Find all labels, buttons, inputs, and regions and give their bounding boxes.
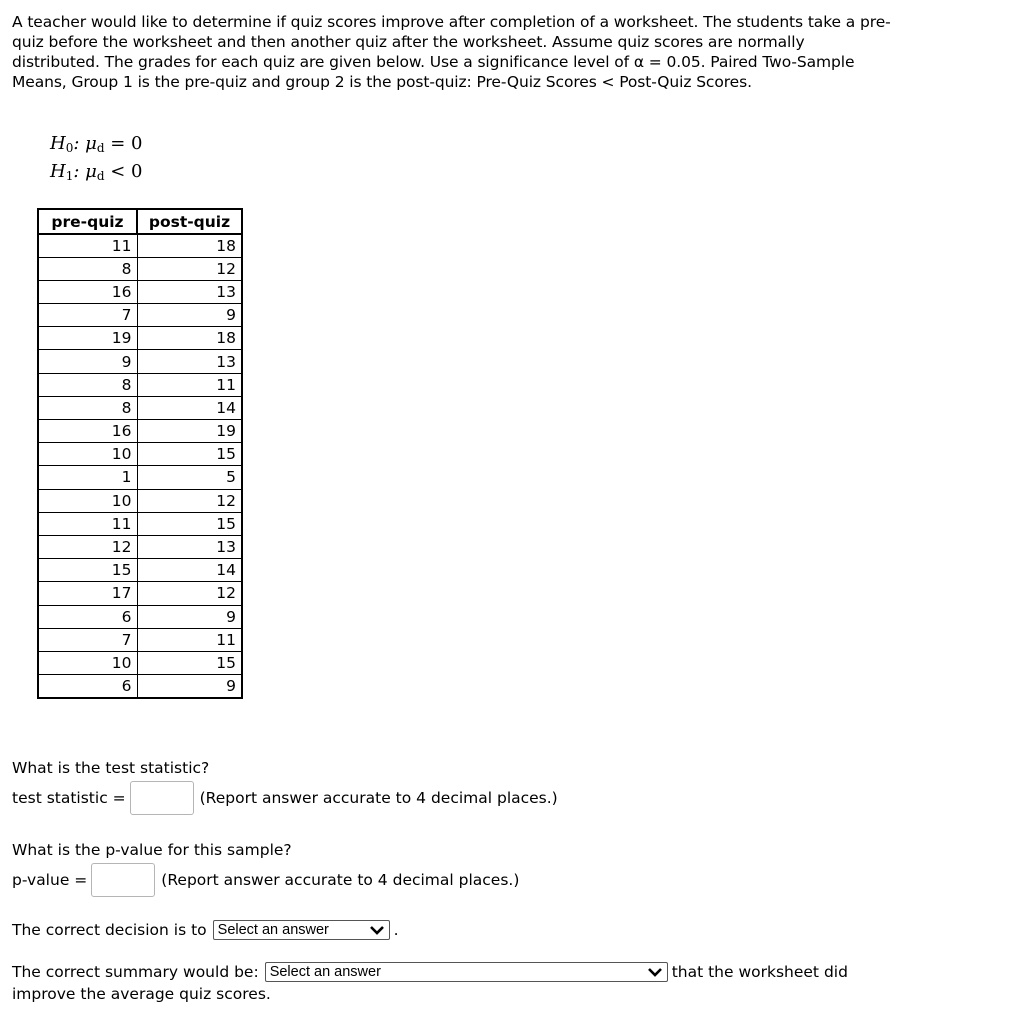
table-row	[38, 651, 242, 674]
summary-continuation: improve the average quiz scores.	[12, 985, 271, 1003]
table-row	[38, 257, 242, 280]
table-row	[38, 350, 242, 373]
post-quiz-cell: 19	[137, 420, 242, 443]
summary-trailing-text: that the worksheet did	[671, 963, 848, 981]
post-quiz-cell: 5	[137, 466, 242, 489]
table-row	[38, 559, 242, 582]
post-quiz-cell: 14	[137, 396, 242, 419]
p-value-input[interactable]	[91, 863, 155, 897]
table-row	[38, 628, 242, 651]
post-quiz-cell: 15	[137, 651, 242, 674]
summary-row	[12, 962, 848, 982]
table-row	[38, 373, 242, 396]
summary-select[interactable]	[265, 962, 668, 982]
problem-statement: A teacher would like to determine if quiz scores improve after completion of a worksheet. The students take a pre-quiz before the worksheet and then another quiz after the worksheet. Assume quiz scores are normally distributed. The grades for each quiz are given below. Use a significance level of α = 0.05. Paired Two-Sample Means, Group 1 is the pre-quiz and group 2 is the post-quiz: Pre-Quiz Scores < Post-Quiz Scores.	[12, 13, 891, 91]
table-row	[38, 605, 242, 628]
alternative-hypothesis: $H_1$: $\mu_d < 0$	[50, 161, 143, 183]
post-quiz-cell: 12	[137, 257, 242, 280]
decision-select-value: Select an answer	[217, 922, 329, 938]
table-row	[38, 234, 242, 257]
table-row	[38, 327, 242, 350]
pre-quiz-cell: 19	[38, 327, 137, 350]
question-test-statistic: What is the test statistic?	[12, 759, 210, 777]
p-value-row	[12, 863, 519, 897]
pre-quiz-cell: 15	[38, 559, 137, 582]
test-statistic-input[interactable]	[130, 781, 194, 815]
table-row	[38, 466, 242, 489]
pre-quiz-cell: 7	[38, 628, 137, 651]
table-row	[38, 280, 242, 303]
post-quiz-cell: 18	[137, 327, 242, 350]
p-value-label: p-value =	[12, 871, 88, 889]
table-row	[38, 582, 242, 605]
decision-label: The correct decision is to	[12, 921, 207, 939]
pre-quiz-cell: 6	[38, 675, 137, 698]
decision-period: .	[393, 921, 399, 939]
pre-quiz-cell: 16	[38, 420, 137, 443]
decision-select[interactable]	[213, 920, 390, 940]
column-header-post-quiz: post-quiz	[137, 209, 242, 234]
table-row	[38, 443, 242, 466]
test-statistic-note: (Report answer accurate to 4 decimal places.)	[199, 789, 558, 807]
table-row	[38, 675, 242, 698]
pre-quiz-cell: 17	[38, 582, 137, 605]
summary-label: The correct summary would be:	[12, 963, 259, 981]
hypotheses	[50, 132, 143, 188]
pre-quiz-cell: 11	[38, 234, 137, 257]
pre-quiz-cell: 11	[38, 512, 137, 535]
post-quiz-cell: 13	[137, 350, 242, 373]
pre-quiz-cell: 8	[38, 257, 137, 280]
pre-quiz-cell: 10	[38, 489, 137, 512]
test-statistic-label: test statistic =	[12, 789, 126, 807]
post-quiz-cell: 13	[137, 280, 242, 303]
post-quiz-cell: 9	[137, 605, 242, 628]
p-value-note: (Report answer accurate to 4 decimal places.)	[161, 871, 520, 889]
pre-quiz-cell: 8	[38, 373, 137, 396]
post-quiz-cell: 15	[137, 443, 242, 466]
post-quiz-cell: 13	[137, 535, 242, 558]
test-statistic-row	[12, 781, 558, 815]
post-quiz-cell: 11	[137, 628, 242, 651]
post-quiz-cell: 15	[137, 512, 242, 535]
post-quiz-cell: 11	[137, 373, 242, 396]
null-hypothesis: $H_0$: $\mu_d = 0$	[50, 133, 143, 155]
table-row	[38, 489, 242, 512]
chevron-down-icon	[647, 966, 663, 978]
pre-quiz-cell: 6	[38, 605, 137, 628]
post-quiz-cell: 14	[137, 559, 242, 582]
table-row	[38, 512, 242, 535]
table-row	[38, 535, 242, 558]
pre-quiz-cell: 1	[38, 466, 137, 489]
pre-quiz-cell: 10	[38, 443, 137, 466]
post-quiz-cell: 12	[137, 489, 242, 512]
pre-quiz-cell: 10	[38, 651, 137, 674]
post-quiz-cell: 9	[137, 304, 242, 327]
pre-quiz-cell: 9	[38, 350, 137, 373]
post-quiz-cell: 9	[137, 675, 242, 698]
summary-select-value: Select an answer	[269, 964, 381, 980]
chevron-down-icon	[369, 924, 385, 936]
post-quiz-cell: 12	[137, 582, 242, 605]
pre-quiz-cell: 8	[38, 396, 137, 419]
decision-row	[12, 920, 399, 940]
pre-quiz-cell: 16	[38, 280, 137, 303]
question-p-value: What is the p-value for this sample?	[12, 841, 292, 859]
pre-quiz-cell: 7	[38, 304, 137, 327]
post-quiz-cell: 18	[137, 234, 242, 257]
table-row	[38, 304, 242, 327]
table-row	[38, 396, 242, 419]
pre-quiz-cell: 12	[38, 535, 137, 558]
table-row	[38, 420, 242, 443]
quiz-scores-table	[37, 208, 243, 699]
column-header-pre-quiz: pre-quiz	[38, 209, 137, 234]
